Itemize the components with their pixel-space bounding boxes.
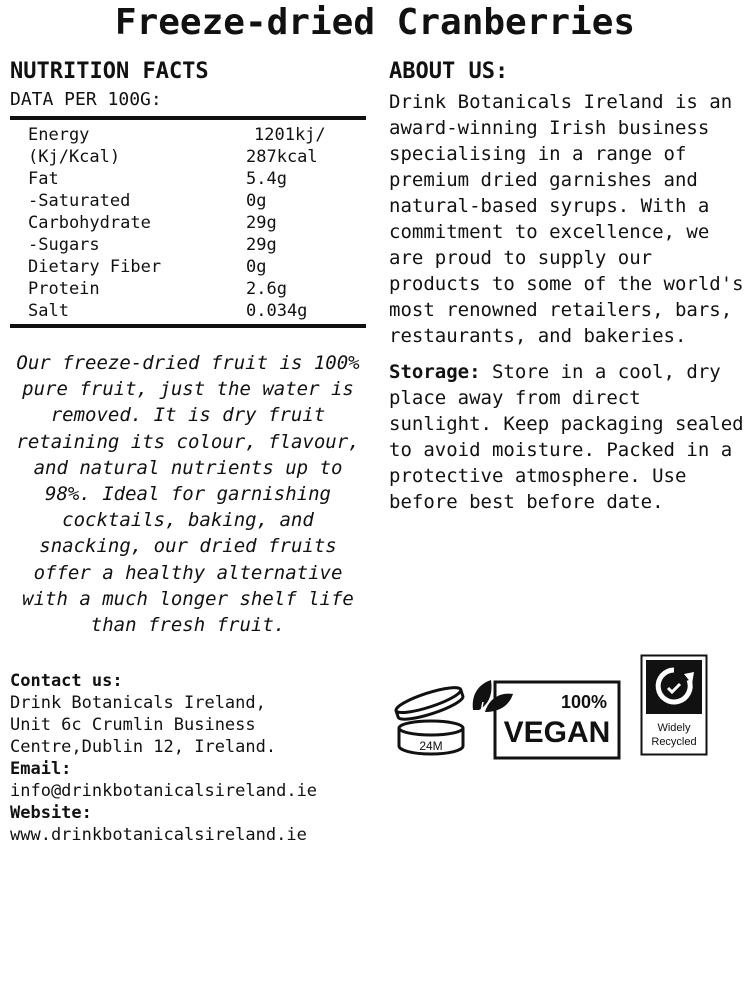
storage-label: Storage: bbox=[389, 361, 481, 383]
email-label: Email: bbox=[10, 759, 72, 780]
about-text: Drink Botanicals Ireland is an award-winning Irish business specialising in a range of premium dried garnishes and natural-based syrups. With a commitment to excellence, we are proud to supply our products to some of the world's most renowned retailers, bars, restaurants, and bakeries. bbox=[389, 91, 744, 347]
nutrition-label: Dietary Fiber bbox=[28, 257, 162, 277]
website-address: www.drinkbotanicalsireland.ie bbox=[10, 825, 307, 846]
nutrition-value: 1201kj/ bbox=[254, 125, 326, 145]
recycle-line2: Recycled bbox=[651, 736, 697, 748]
website-label: Website: bbox=[10, 803, 92, 824]
nutrition-value: 0g bbox=[246, 257, 267, 277]
nutrition-value: 287kcal bbox=[246, 147, 318, 167]
nutrition-value: 0g bbox=[246, 191, 267, 211]
nutrition-label: Salt bbox=[28, 301, 69, 321]
contact-block bbox=[10, 670, 366, 846]
contact-heading: Contact us: bbox=[10, 671, 123, 692]
nutrition-label: Carbohydrate bbox=[28, 213, 151, 233]
nutrition-value: 0.034g bbox=[246, 301, 308, 321]
nutrition-label: Fat bbox=[28, 169, 59, 189]
nutrition-value: 29g bbox=[246, 235, 277, 255]
badge-row bbox=[389, 652, 719, 762]
pao-label: 24M bbox=[419, 739, 443, 753]
nutrition-label: Energy bbox=[28, 125, 90, 145]
storage-block bbox=[389, 359, 744, 515]
widely-recycled-icon bbox=[640, 654, 708, 756]
nutrition-label: (Kj/Kcal) bbox=[28, 147, 121, 167]
recycle-line1: Widely bbox=[657, 722, 691, 734]
address-line: Unit 6c Crumlin Business bbox=[10, 715, 256, 736]
nutrition-label: -Sugars bbox=[28, 235, 100, 255]
nutrition-row bbox=[10, 256, 366, 278]
nutrition-row bbox=[10, 146, 366, 168]
product-title: Freeze-dried Cranberries bbox=[114, 2, 636, 43]
vegan-leaf-icon bbox=[469, 672, 625, 760]
nutrition-subheading: DATA PER 100G: bbox=[10, 89, 162, 110]
nutrition-value: 29g bbox=[246, 213, 277, 233]
address-line: Drink Botanicals Ireland, bbox=[10, 693, 266, 714]
nutrition-row bbox=[10, 124, 366, 146]
right-column bbox=[389, 58, 744, 515]
nutrition-label: -Saturated bbox=[28, 191, 131, 211]
nutrition-row bbox=[10, 190, 366, 212]
nutrition-value: 5.4g bbox=[246, 169, 287, 189]
nutrition-label: Protein bbox=[28, 279, 100, 299]
product-description: Our freeze-dried fruit is 100% pure fruit, just the water is removed. It is dry fruit retaining its colour, flavour, and natural nutrients up to 98%. Ideal for garnishing cocktails, baking, and snacking, our dried fruits offer a healthy alternative with a much longer shelf life than fresh fruit. bbox=[16, 352, 360, 637]
nutrition-row bbox=[10, 278, 366, 300]
address-line: Centre,Dublin 12, Ireland. bbox=[10, 737, 277, 758]
vegan-percent: 100% bbox=[560, 692, 607, 712]
about-heading: ABOUT US: bbox=[389, 59, 509, 84]
nutrition-row bbox=[10, 168, 366, 190]
left-column bbox=[10, 58, 366, 846]
open-jar-24m-icon bbox=[391, 686, 467, 758]
nutrition-table bbox=[10, 116, 366, 328]
email-address: info@drinkbotanicalsireland.ie bbox=[10, 781, 318, 802]
nutrition-value: 2.6g bbox=[246, 279, 287, 299]
storage-text: Store in a cool, dry place away from direct sunlight. Keep packaging sealed to avoid moisture. Packed in a protective atmosphere. Use before best before date. bbox=[389, 361, 744, 513]
nutrition-heading: NUTRITION FACTS bbox=[10, 59, 209, 84]
nutrition-row bbox=[10, 234, 366, 256]
vegan-label: VEGAN bbox=[503, 716, 611, 749]
nutrition-row bbox=[10, 300, 366, 322]
nutrition-row bbox=[10, 212, 366, 234]
